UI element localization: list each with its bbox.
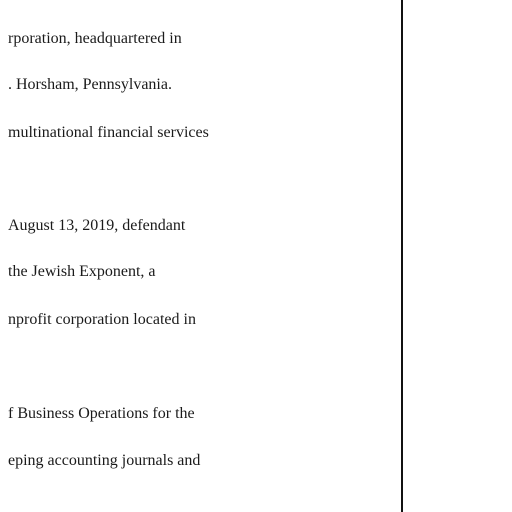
clipped-text-fragment: [14, 0, 184, 2]
body-text-line: eping accounting journals and: [8, 452, 201, 469]
body-text-line: rporation, headquartered in: [8, 30, 182, 47]
body-text-line: nprofit corporation located in: [8, 311, 196, 328]
body-text-line: f Business Operations for the: [8, 405, 195, 422]
body-text-line: the Jewish Exponent, a: [8, 263, 156, 280]
body-text-line: August 13, 2019, defendant: [8, 217, 186, 234]
body-text-line: . Horsham, Pennsylvania.: [8, 76, 172, 93]
body-text-line: multinational financial services: [8, 124, 209, 141]
vertical-margin-rule: [401, 0, 403, 512]
